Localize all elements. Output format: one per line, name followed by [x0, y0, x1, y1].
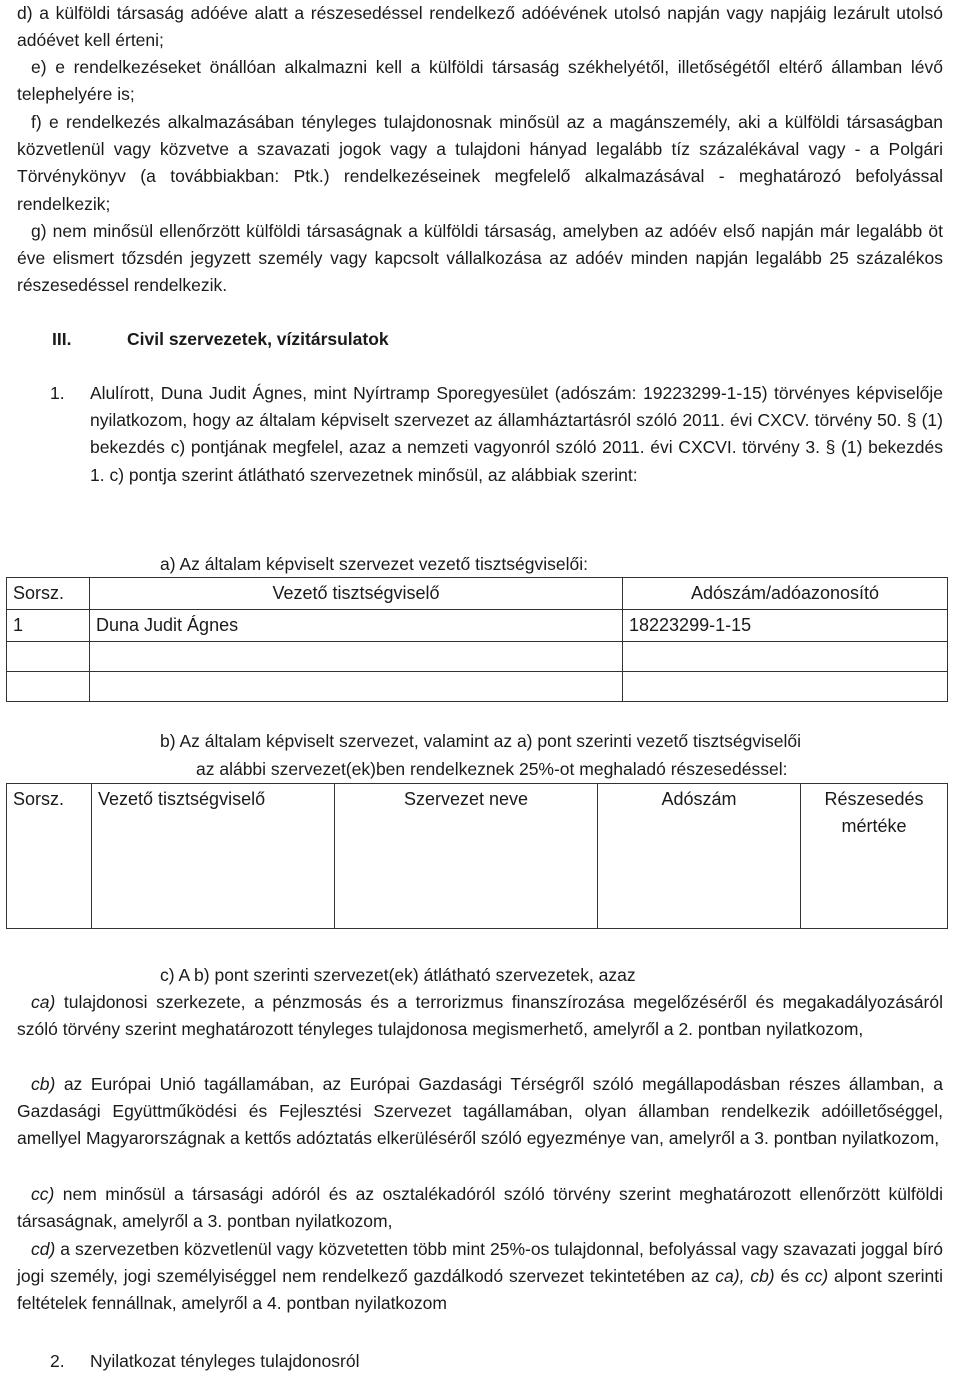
table-a-header-cell: Vezető tisztségviselő	[90, 578, 623, 610]
section-number: III.	[52, 329, 72, 349]
section-heading	[52, 329, 389, 350]
table-b-header-cell: Szervezet neve	[335, 784, 598, 929]
cd-text-1: a szervezetben közvetlenül vagy közvetetten több mint 25%-os tulajdonnal, befolyással vagy szavazati joggal bíró jogi személy, jogi személyiséggel nem rendelkező gazdálkodó szervezet tekintetében az	[17, 1239, 943, 1287]
table-cell	[7, 672, 90, 702]
table-b-header-cell: Részesedés mértéke	[801, 784, 948, 929]
table-cell	[90, 642, 623, 672]
table-a	[6, 577, 948, 702]
table-b-header-cell: Vezető tisztségviselő	[92, 784, 335, 929]
table-a-header-cell: Sorsz.	[7, 578, 90, 610]
cd-label: cd)	[31, 1239, 56, 1259]
table-cell	[623, 672, 948, 702]
section-c-label: c) A b) pont szerinti szervezet(ek) átlátható szervezetek, azaz	[160, 965, 636, 985]
ca-text: tulajdonosi szerkezete, a pénzmosás és a terrorizmus finanszírozása megelőzéséről és megakadályozásáról szóló törvény szerint meghatározott tényleges tulajdonosa megismerhető, amelyről a 2. pontban nyilatkozom,	[17, 992, 943, 1040]
cc-text: nem minősül a társasági adóról és az osztalékadóról szóló törvény szerint meghatározott ellenőrzött külföldi társaságnak, amelyről a 3. pontban nyilatkozom,	[17, 1184, 943, 1232]
table-b-label-line1: b) Az általam képviselt szervezet, valamint az a) pont szerinti vezető tisztségviselői	[160, 731, 801, 751]
table-b	[6, 783, 948, 929]
item-2-number: 2.	[50, 1351, 65, 1371]
table-cell: 18223299-1-15	[623, 610, 948, 642]
ca-label: ca)	[31, 992, 56, 1012]
paragraph-cb	[17, 1071, 943, 1153]
paragraph-f: f) e rendelkezés alkalmazásában tényleges tulajdonosnak minősül az a magánszemély, aki a külföldi társaságban közvetlenül vagy közvetve a szavazati jogok vagy a tulajdoni hányad legalább tíz százalékával vagy - a Polgári Törvénykönyv (a továbbiakban: Ptk.) rendelkezéseinek megfelelő alkalmazásával - meghatározó befolyással rendelkezik;	[17, 112, 943, 214]
table-cell: Duna Judit Ágnes	[90, 610, 623, 642]
table-row	[7, 672, 948, 702]
cd-and: és	[774, 1266, 805, 1287]
paragraph-e: e) e rendelkezéseket önállóan alkalmazni kell a külföldi társaság székhelyétől, illetőségétől eltérő államban lévő telephelyére is;	[17, 57, 943, 105]
table-b-header-row	[7, 784, 948, 929]
table-row	[7, 642, 948, 672]
table-b-label-line2: az alábbi szervezet(ek)ben rendelkeznek 25%-ot meghaladó részesedéssel:	[196, 759, 788, 779]
cd-ref-cb: cb)	[750, 1266, 775, 1287]
cd-ref-cc: cc)	[804, 1266, 829, 1287]
table-b-header-cell: Adószám	[598, 784, 801, 929]
paragraph-cc	[17, 1181, 943, 1235]
paragraph-g: g) nem minősül ellenőrzött külföldi társaságnak a külföldi társaság, amelyben az adóév első napján már legalább öt éve elismert tőzsdén jegyzett személy vagy kapcsolt vállalkozása az adóév minden napján legalább 25 százalékos részesedéssel rendelkezik.	[17, 221, 943, 296]
cc-label: cc)	[31, 1184, 55, 1204]
item-1-number: 1.	[50, 383, 65, 403]
table-cell: 1	[7, 610, 90, 642]
item-1	[50, 380, 943, 489]
paragraph-ca	[17, 989, 943, 1043]
item-2-text: Nyilatkozat tényleges tulajdonosról	[90, 1351, 360, 1371]
table-a-header-row	[7, 578, 948, 610]
table-a-header-cell: Adószám/adóazonosító	[623, 578, 948, 610]
table-cell	[7, 642, 90, 672]
paragraph-d: d) a külföldi társaság adóéve alatt a részesedéssel rendelkező adóévének utolsó napján vagy napjáig lezárult utolsó adóévet kell érteni;	[17, 3, 943, 51]
table-cell	[90, 672, 623, 702]
cd-ref-ca: ca),	[715, 1266, 745, 1287]
table-cell	[623, 642, 948, 672]
section-title: Civil szervezetek, vízitársulatok	[127, 329, 389, 349]
cd-text-2: alpont szerinti feltételek fennállnak, amelyről a 4. pontban nyilatkozom	[17, 1266, 943, 1314]
table-b-header-cell: Sorsz.	[7, 784, 92, 929]
table-a-label: a) Az általam képviselt szervezet vezető tisztségviselői:	[160, 554, 588, 574]
cb-text: az Európai Unió tagállamában, az Európai Gazdasági Térségről szóló megállapodásban részes államban, a Gazdasági Együttműködési és Fejlesztési Szervezet tagállamában, olyan államban rendelkezik adóilletőséggel, amellyel Magyarországnak a kettős adóztatás elkerüléséről szóló egyezménye van, amelyről a 3. pontban nyilatkozom,	[17, 1074, 943, 1149]
item-2	[50, 1348, 943, 1375]
item-1-text: Alulírott, Duna Judit Ágnes, mint Nyírtramp Sporegyesület (adószám: 19223299-1-15) törvényes képviselője nyilatkozom, hogy az általam képviselt szervezet az államháztartásról szóló 2011. évi CXCV. törvény 50. § (1) bekezdés c) pontjának megfelel, azaz a nemzeti vagyonról szóló 2011. évi CXCVI. törvény 3. § (1) bekezdés 1. c) pontja szerint átlátható szervezetnek minősül, az alábbiak szerint:	[90, 383, 943, 485]
table-row	[7, 610, 948, 642]
cb-label: cb)	[31, 1074, 56, 1094]
paragraph-cd	[17, 1236, 943, 1318]
